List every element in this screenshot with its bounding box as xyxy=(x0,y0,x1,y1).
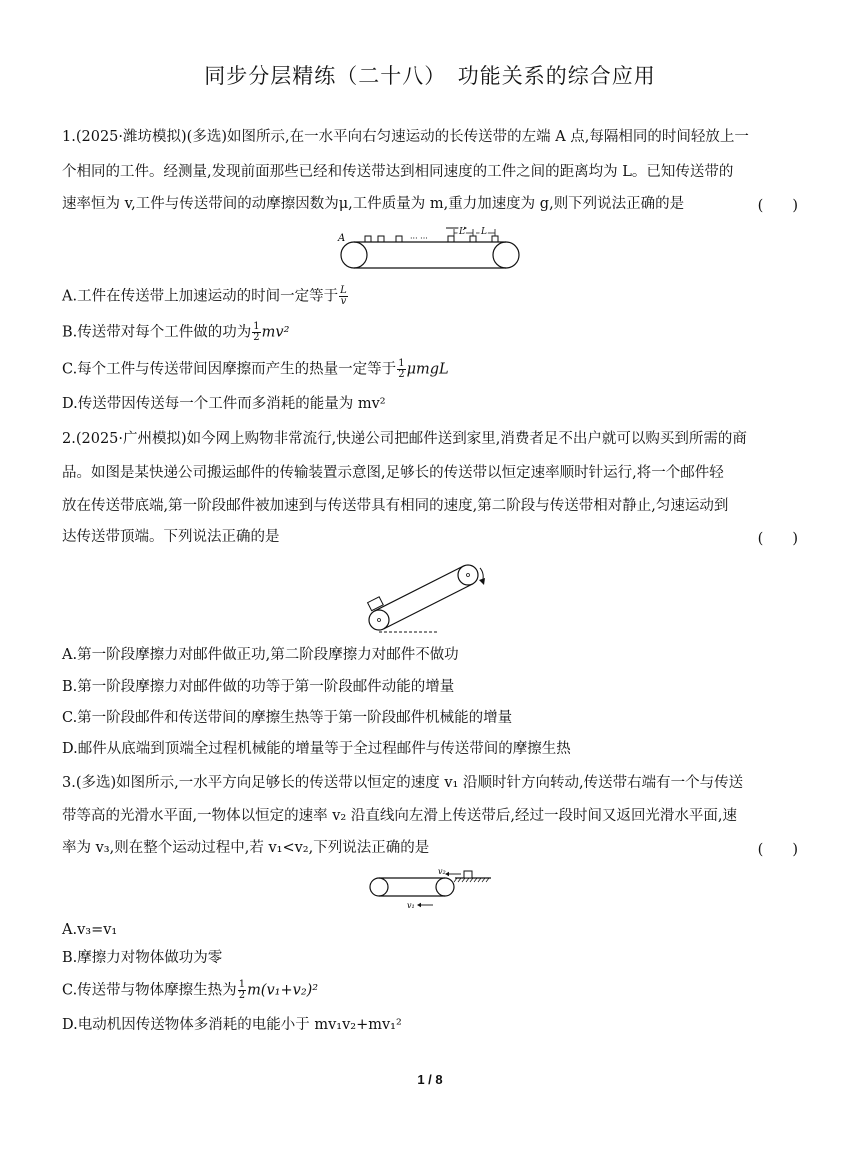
q3-option-c-fraction xyxy=(238,980,246,1001)
q1-option-c-fraction xyxy=(397,359,405,380)
q1-option-c-formula: μmgL xyxy=(406,361,449,378)
q2-inclined-conveyor-figure xyxy=(362,558,494,636)
q3-stem-line3: 率为 v₃,则在整个运动过程中,若 v₁<v₂,下列说法正确的是 xyxy=(62,840,430,856)
fraction-denominator: 2 xyxy=(253,332,260,343)
fraction-numerator: 1 xyxy=(238,979,246,990)
q1-option-b-formula: mv² xyxy=(261,324,290,341)
q1-conveyor-figure xyxy=(336,224,526,272)
q2-rotation-arrowhead xyxy=(479,578,485,585)
q2-stem-line4: 达传送带顶端。下列说法正确的是 xyxy=(62,529,280,545)
q1-option-b-text: B.传送带对每个工件做的功为 xyxy=(62,324,252,341)
q2-bottom-pulley xyxy=(369,610,389,630)
q2-parcel xyxy=(368,597,384,611)
q1-workpiece xyxy=(470,236,476,242)
q1-stem-line2: 个相同的工件。经测量,发现前面那些已经和传送带达到相同速度的工件之间的距离均为 L。已知传送带的 xyxy=(62,164,734,180)
q1-option-c[interactable] xyxy=(62,359,449,380)
q1-label-l: L xyxy=(481,227,487,237)
q1-option-a-text: A.工件在传送带上加速运动的时间一定等于 xyxy=(62,288,339,305)
q1-option-b[interactable] xyxy=(62,322,289,343)
q1-option-a-fraction xyxy=(339,286,348,307)
q3-option-a[interactable]: A.v₃=v₁ xyxy=(62,922,118,938)
page-title: 同步分层精练（二十八） 功能关系的综合应用 xyxy=(204,64,656,88)
q1-left-pulley xyxy=(341,242,367,268)
q1-dots: ··· ··· xyxy=(410,234,428,243)
q2-answer-bracket: ( ) xyxy=(757,531,798,547)
q2-stem-line2: 品。如图是某快递公司搬运邮件的传输装置示意图,足够长的传送带以恒定速率顺时针运行,将一个邮件轻 xyxy=(62,465,724,481)
q1-answer-bracket: ( ) xyxy=(757,198,798,214)
q3-label-v2: v₂ xyxy=(438,867,446,876)
q1-option-c-text: C.每个工件与传送带间因摩擦而产生的热量一定等于 xyxy=(62,361,397,378)
q3-conveyor-figure xyxy=(365,866,495,912)
q3-v1-arrowhead xyxy=(417,903,421,907)
q2-belt-top xyxy=(375,566,464,611)
q2-option-a[interactable]: A.第一阶段摩擦力对邮件做正功,第二阶段摩擦力对邮件不做功 xyxy=(62,647,459,663)
q1-workpiece xyxy=(492,236,498,242)
q1-workpiece xyxy=(378,236,384,242)
q2-stem-line1: 2.(2025·广州模拟)如今网上购物非常流行,快递公司把邮件送到家里,消费者足不出户就可以购买到所需的商 xyxy=(62,431,747,447)
q2-top-pulley xyxy=(458,565,478,585)
fraction-denominator: v xyxy=(340,296,347,307)
q3-option-d[interactable]: D.电动机因传送物体多消耗的电能小于 mv₁v₂+mv₁² xyxy=(62,1017,402,1033)
q2-stem-line3: 放在传送带底端,第一阶段邮件被加速到与传送带具有相同的速度,第二阶段与传送带相对静止,匀速运动到 xyxy=(62,498,729,514)
q3-object xyxy=(464,871,472,878)
q1-right-pulley xyxy=(493,242,519,268)
fraction-numerator: 1 xyxy=(398,358,405,369)
q2-top-axle xyxy=(467,574,470,577)
q3-option-c[interactable] xyxy=(62,980,318,1001)
fraction-denominator: 2 xyxy=(238,990,246,1001)
q1-option-d[interactable]: D.传送带因传送每一个工件而多消耗的能量为 mv² xyxy=(62,396,386,412)
q1-stem-line3: 速率恒为 v,工件与传送带间的动摩擦因数为μ,工件质量为 m,重力加速度为 g,则下列说法正确的是 xyxy=(62,196,685,212)
q3-left-pulley xyxy=(370,878,388,896)
q2-belt-bottom xyxy=(384,584,473,629)
q3-option-b[interactable]: B.摩擦力对物体做功为零 xyxy=(62,950,223,966)
q1-workpiece xyxy=(365,236,371,242)
q1-option-b-fraction xyxy=(252,322,260,343)
q3-option-c-formula: m(v₁+v₂)² xyxy=(247,982,319,999)
q3-option-c-text: C.传送带与物体摩擦生热为 xyxy=(62,982,237,999)
q1-workpiece xyxy=(448,236,454,242)
q1-label-a: A xyxy=(338,233,346,244)
q3-stem-line1: 3.(多选)如图所示,一水平方向足够长的传送带以恒定的速度 v₁ 沿顺时针方向转动,传送带右端有一个与传送 xyxy=(62,775,744,791)
q1-label-l: L xyxy=(459,227,465,237)
q1-stem-line1: 1.(2025·潍坊模拟)(多选)如图所示,在一水平向右匀速运动的长传送带的左端 A 点,每隔相同的时间轻放上一 xyxy=(62,129,749,145)
q3-answer-bracket: ( ) xyxy=(757,842,798,858)
fraction-numerator: L xyxy=(340,285,347,296)
q1-workpiece xyxy=(396,236,402,242)
fraction-numerator: 1 xyxy=(253,321,260,332)
page-number: 1 / 8 xyxy=(417,1072,443,1087)
q2-bottom-axle xyxy=(378,619,381,622)
q2-option-c[interactable]: C.第一阶段邮件和传送带间的摩擦生热等于第一阶段邮件机械能的增量 xyxy=(62,710,513,726)
q1-option-a[interactable] xyxy=(62,286,349,307)
q3-stem-line2: 带等高的光滑水平面,一物体以恒定的速率 v₂ 沿直线向左滑上传送带后,经过一段时间又返回光滑水平面,速 xyxy=(62,808,738,824)
q3-right-pulley xyxy=(436,878,454,896)
q2-option-d[interactable]: D.邮件从底端到顶端全过程机械能的增量等于全过程邮件与传送带间的摩擦生热 xyxy=(62,741,571,757)
q3-label-v1: v₁ xyxy=(407,901,415,910)
fraction-denominator: 2 xyxy=(398,369,405,380)
q2-option-b[interactable]: B.第一阶段摩擦力对邮件做的功等于第一阶段邮件动能的增量 xyxy=(62,679,455,695)
